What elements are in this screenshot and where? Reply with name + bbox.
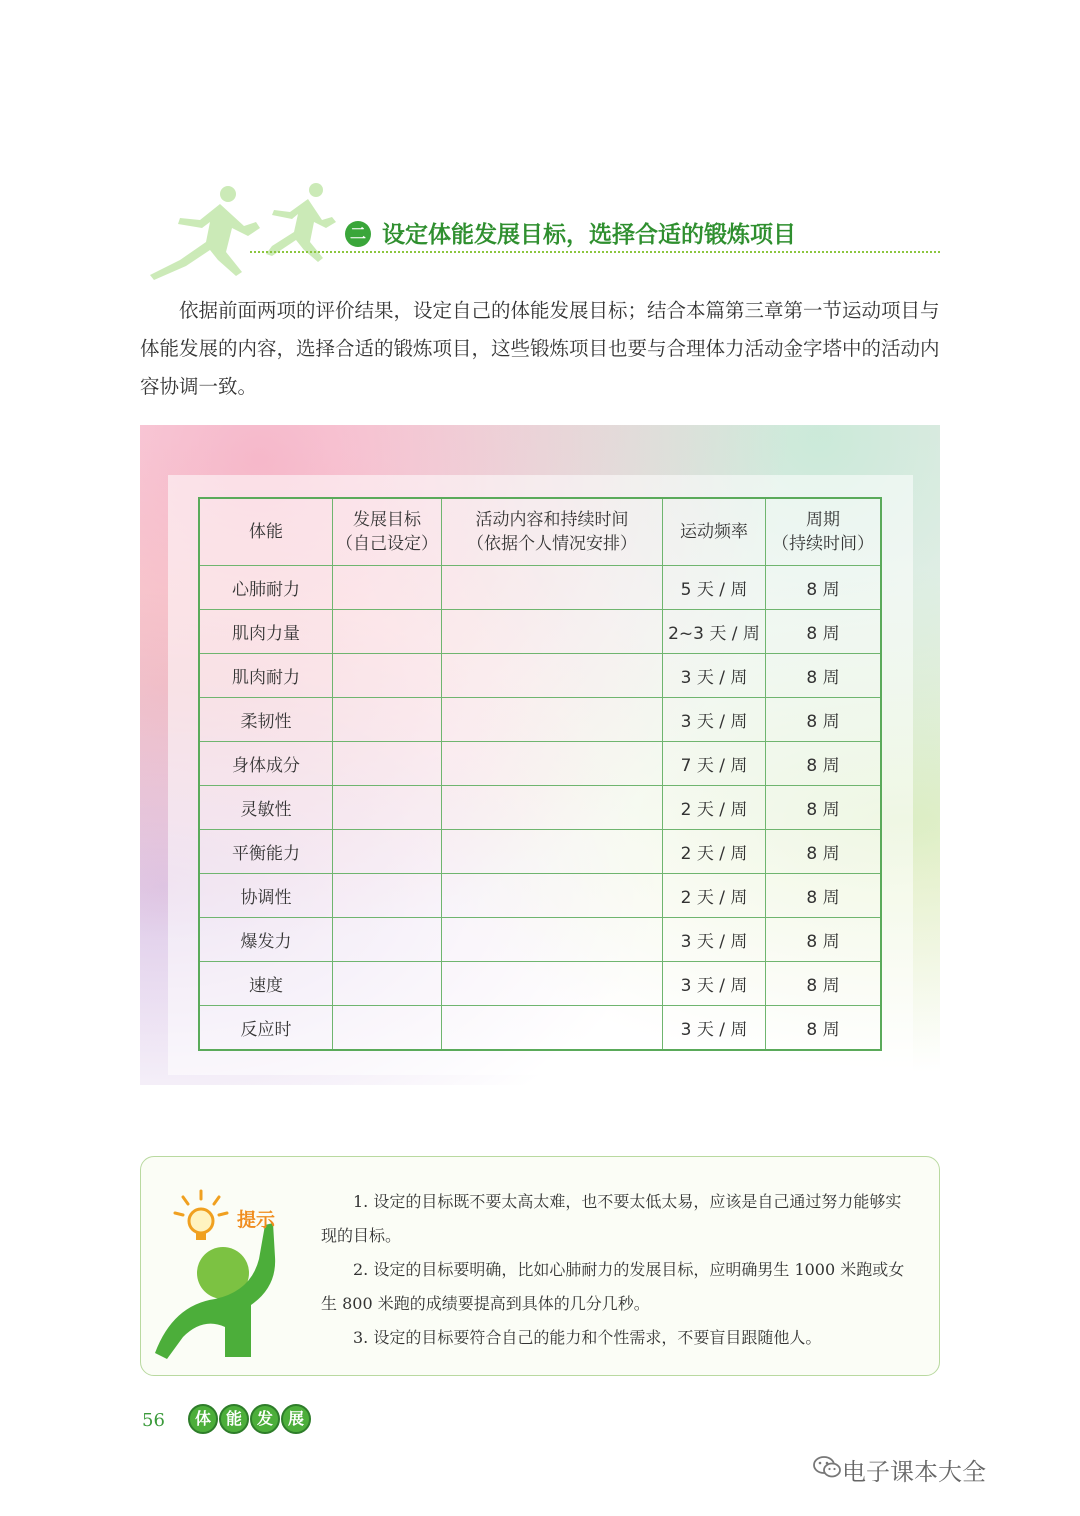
cell-frequency: 2 天 / 周: [663, 874, 766, 918]
cell-ability: 速度: [199, 962, 333, 1006]
table-row: [199, 786, 881, 830]
cell-ability: 协调性: [199, 874, 333, 918]
tip-item: 1. 设定的目标既不要太高太难，也不要太低太易，应该是自己通过努力能够实现的目标。: [321, 1192, 902, 1245]
cell-ability: 身体成分: [199, 742, 333, 786]
cell-activity: [442, 1006, 663, 1051]
book-title: [188, 1404, 312, 1434]
cell-goal: [333, 610, 442, 654]
tip-text: [321, 1185, 916, 1355]
fitness-plan-table: [198, 497, 882, 1051]
header-frequency-label: 运动频率: [680, 522, 748, 542]
cell-goal: [333, 654, 442, 698]
cell-activity: [442, 610, 663, 654]
table-row: [199, 918, 881, 962]
watermark-text: 电子课本大全: [842, 1458, 986, 1486]
cell-goal: [333, 566, 442, 610]
cell-activity: [442, 830, 663, 874]
cell-ability: 爆发力: [199, 918, 333, 962]
cell-ability: 心肺耐力: [199, 566, 333, 610]
section-divider: [250, 251, 940, 253]
wechat-icon: [812, 1454, 842, 1480]
cell-goal: [333, 698, 442, 742]
cell-goal: [333, 1006, 442, 1051]
cell-period: 8 周: [766, 918, 882, 962]
intro-paragraph: 依据前面两项的评价结果，设定自己的体能发展目标；结合本篇第三章第一节运动项目与体能发展的内容，选择合适的锻炼项目，这些锻炼项目也要与合理体力活动金字塔中的活动内容协调一致。: [140, 299, 940, 398]
table-row: [199, 566, 881, 610]
section-number-badge: 二: [345, 221, 371, 247]
tip-item: 3. 设定的目标要符合自己的能力和个性需求，不要盲目跟随他人。: [353, 1328, 822, 1347]
cell-activity: [442, 918, 663, 962]
cell-activity: [442, 654, 663, 698]
cell-frequency: 3 天 / 周: [663, 962, 766, 1006]
table-row: [199, 874, 881, 918]
cell-goal: [333, 830, 442, 874]
section-header: [140, 180, 940, 280]
book-title-char: 能: [219, 1404, 249, 1434]
table-body: [199, 566, 881, 1051]
tip-item: 2. 设定的目标要明确，比如心肺耐力的发展目标，应明确男生 1000 米跑或女生 800 米跑的成绩要提高到具体的几分几秒。: [321, 1260, 905, 1313]
cell-ability: 肌肉力量: [199, 610, 333, 654]
cell-ability: 平衡能力: [199, 830, 333, 874]
cell-frequency: 2~3 天 / 周: [663, 610, 766, 654]
cell-activity: [442, 874, 663, 918]
cell-goal: [333, 786, 442, 830]
cell-goal: [333, 918, 442, 962]
header-period: [766, 498, 882, 566]
table-panel: [140, 425, 940, 1085]
cell-period: 8 周: [766, 1006, 882, 1051]
cell-ability: 肌肉耐力: [199, 654, 333, 698]
header-goal: [333, 498, 442, 566]
cell-period: 8 周: [766, 742, 882, 786]
cell-ability: 柔韧性: [199, 698, 333, 742]
book-title-char: 体: [188, 1404, 218, 1434]
table-row: [199, 610, 881, 654]
running-figures-icon: [140, 180, 340, 280]
book-title-char: 展: [281, 1404, 311, 1434]
header-frequency: [663, 498, 766, 566]
table-row: [199, 1006, 881, 1051]
table-row: [199, 962, 881, 1006]
cell-period: 8 周: [766, 698, 882, 742]
cell-goal: [333, 742, 442, 786]
table-header-row: [199, 498, 881, 566]
cell-frequency: 3 天 / 周: [663, 1006, 766, 1051]
cell-frequency: 3 天 / 周: [663, 918, 766, 962]
cell-period: 8 周: [766, 830, 882, 874]
cell-frequency: 3 天 / 周: [663, 654, 766, 698]
cell-period: 8 周: [766, 874, 882, 918]
cell-frequency: 7 天 / 周: [663, 742, 766, 786]
header-ability: [199, 498, 333, 566]
header-goal-label: 发展目标 （自己设定）: [336, 510, 438, 554]
cell-activity: [442, 742, 663, 786]
cell-period: 8 周: [766, 566, 882, 610]
table-row: [199, 698, 881, 742]
cell-activity: [442, 962, 663, 1006]
cell-period: 8 周: [766, 610, 882, 654]
tip-label: 提示: [237, 1209, 276, 1231]
section-title: 设定体能发展目标，选择合适的锻炼项目: [382, 222, 796, 248]
header-activity-label: 活动内容和持续时间 （依据个人情况安排）: [467, 510, 637, 554]
cell-activity: [442, 786, 663, 830]
cell-frequency: 5 天 / 周: [663, 566, 766, 610]
page-number: 56: [142, 1410, 165, 1431]
cell-ability: 灵敏性: [199, 786, 333, 830]
tip-person-icon: [153, 1187, 303, 1362]
cell-frequency: 2 天 / 周: [663, 830, 766, 874]
cell-activity: [442, 698, 663, 742]
cell-period: 8 周: [766, 654, 882, 698]
cell-goal: [333, 874, 442, 918]
cell-frequency: 2 天 / 周: [663, 786, 766, 830]
header-period-label: 周期 （持续时间）: [772, 510, 874, 554]
cell-activity: [442, 566, 663, 610]
cell-goal: [333, 962, 442, 1006]
cell-period: 8 周: [766, 962, 882, 1006]
tip-box: [140, 1156, 940, 1376]
table-row: [199, 742, 881, 786]
header-ability-label: 体能: [249, 522, 283, 542]
header-activity: [442, 498, 663, 566]
table-row: [199, 654, 881, 698]
table-row: [199, 830, 881, 874]
cell-period: 8 周: [766, 786, 882, 830]
cell-ability: 反应时: [199, 1006, 333, 1051]
cell-frequency: 3 天 / 周: [663, 698, 766, 742]
book-title-char: 发: [250, 1404, 280, 1434]
